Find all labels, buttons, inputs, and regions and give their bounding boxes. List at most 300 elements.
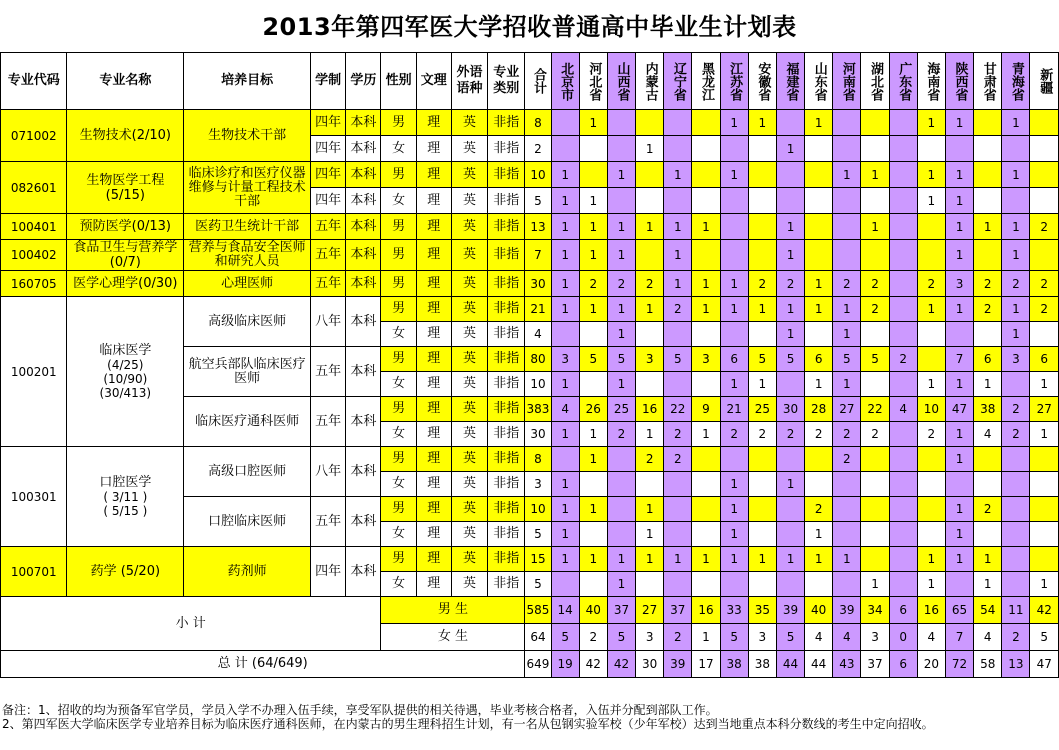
degree: 本科 [346,214,381,240]
province-count [579,322,607,347]
province-count [692,572,720,597]
province-count [1002,522,1030,547]
header-province: 海南省 [917,53,945,110]
province-count [664,188,692,214]
province-count [720,214,748,240]
province-count [720,136,748,162]
province-count: 2 [861,422,889,447]
province-count: 2 [805,422,833,447]
province-count [861,240,889,271]
province-count: 1 [1002,240,1030,271]
gender: 女 [381,422,416,447]
province-count: 1 [974,547,1002,572]
province-count [833,110,861,136]
province-count: 2 [1002,271,1030,297]
province-count: 1 [551,188,579,214]
province-count: 1 [664,547,692,572]
province-count: 1 [945,162,973,188]
province-count: 25 [748,397,776,422]
province-count: 1 [776,214,804,240]
province-count: 1 [636,214,664,240]
major-name: 药学 (5/20) [90,564,161,579]
language: 英 [451,447,487,472]
province-count [889,188,917,214]
header-province: 河北省 [579,53,607,110]
grand-total: 649 [525,651,551,678]
province-count: 1 [551,547,579,572]
province-count: 1 [974,214,1002,240]
category: 非指 [488,397,525,422]
subtotal-male-count: 14 [551,597,579,624]
province-count [889,110,917,136]
gender: 男 [381,547,416,572]
province-count: 1 [945,188,973,214]
study-length: 五年 [311,397,346,447]
province-count [720,447,748,472]
grand-total-count: 6 [889,651,917,678]
category: 非指 [488,214,525,240]
province-count [607,110,635,136]
province-count [692,372,720,397]
province-count: 1 [917,297,945,322]
table-row [1,162,1059,188]
row-total: 7 [525,240,551,271]
province-count [692,447,720,472]
province-count: 3 [551,347,579,372]
major-name-cell [67,240,184,271]
table-row [1,214,1059,240]
major-quota: (10/90) [103,372,148,386]
province-count: 1 [607,162,635,188]
subtotal-female-count: 0 [889,624,917,651]
province-count: 1 [579,110,607,136]
province-count: 1 [945,372,973,397]
track: 理 [416,271,451,297]
header-province: 广东省 [889,53,917,110]
province-count [636,162,664,188]
province-count [748,572,776,597]
province-count: 6 [805,347,833,372]
training-goal: 药剂师 [184,547,311,597]
province-count [833,240,861,271]
province-count: 28 [805,397,833,422]
major-name: 口腔医学 [99,475,152,490]
province-count: 2 [833,447,861,472]
subtotal-female-count: 4 [805,624,833,651]
province-count: 1 [636,497,664,522]
province-count: 2 [664,422,692,447]
province-count: 1 [861,214,889,240]
grand-total-count: 38 [720,651,748,678]
language: 英 [451,397,487,422]
province-count [748,447,776,472]
province-count [748,497,776,522]
track: 理 [416,447,451,472]
province-count: 1 [974,372,1002,397]
language: 英 [451,322,487,347]
province-count [636,240,664,271]
training-goal: 生物技术干部 [184,110,311,162]
province-count: 16 [636,397,664,422]
row-total: 4 [525,322,551,347]
header-total: 合计 [525,53,551,110]
gender: 男 [381,110,416,136]
province-count [1030,497,1059,522]
degree: 本科 [346,188,381,214]
row-total: 80 [525,347,551,372]
study-length: 五年 [311,214,346,240]
province-count [1030,136,1059,162]
subtotal-female-count: 3 [636,624,664,651]
province-count: 1 [805,297,833,322]
province-count: 1 [945,547,973,572]
province-count: 26 [579,397,607,422]
province-count: 1 [551,497,579,522]
track: 理 [416,297,451,322]
subtotal-female-total: 64 [525,624,551,651]
province-count [1030,522,1059,547]
track: 理 [416,397,451,422]
province-count: 1 [748,547,776,572]
track: 理 [416,572,451,597]
province-count: 2 [1030,214,1059,240]
province-count [805,188,833,214]
province-count [1002,547,1030,572]
major-name-cell [67,162,184,214]
province-count [833,136,861,162]
province-count [607,472,635,497]
province-count: 1 [1002,162,1030,188]
province-count: 1 [692,271,720,297]
language: 英 [451,188,487,214]
degree: 本科 [346,240,381,271]
province-count: 1 [945,297,973,322]
study-length: 八年 [311,447,346,497]
province-count: 2 [861,297,889,322]
major-code: 100301 [1,447,67,547]
subtotal-female-label: 女 生 [381,624,525,651]
province-count [748,188,776,214]
header-province: 辽宁省 [664,53,692,110]
subtotal-male-count: 27 [636,597,664,624]
subtotal-female-count: 5 [776,624,804,651]
note-2: 2、第四军医大学临床医学专业培养目标为临床医疗通科医师，在内蒙古的男生理科招生计划，有一名从包钢实验军校（少年军校）达到当地重点本科分数线的考生中定向招收。 [2,717,934,731]
province-count [861,188,889,214]
province-count [1002,372,1030,397]
province-count: 1 [720,162,748,188]
province-count [664,472,692,497]
subtotal-male-count: 35 [748,597,776,624]
province-count: 1 [664,271,692,297]
header-province: 青海省 [1002,53,1030,110]
study-length: 四年 [311,547,346,597]
gender: 男 [381,162,416,188]
province-count: 30 [776,397,804,422]
major-name: 生物医学工程(5/15) [86,172,165,203]
study-length: 四年 [311,110,346,136]
province-count: 1 [551,162,579,188]
province-count [776,522,804,547]
province-count: 1 [945,422,973,447]
header-name: 专业名称 [67,53,184,110]
province-count: 2 [776,422,804,447]
province-count: 1 [1002,214,1030,240]
province-count [776,497,804,522]
degree: 本科 [346,162,381,188]
subtotal-female-count: 5 [720,624,748,651]
language: 英 [451,497,487,522]
language: 英 [451,522,487,547]
grand-total-count: 37 [861,651,889,678]
degree: 本科 [346,271,381,297]
province-count: 2 [748,271,776,297]
province-count [917,136,945,162]
province-count: 1 [776,472,804,497]
header-category: 专业类别 [488,53,525,110]
table-row [1,447,1059,472]
province-count: 2 [917,271,945,297]
province-count: 1 [579,188,607,214]
header-province: 甘肃省 [974,53,1002,110]
major-name: 医学心理学(0/30) [73,276,178,291]
province-count: 2 [1030,271,1059,297]
province-count [607,497,635,522]
province-count: 1 [692,297,720,322]
province-count: 1 [664,162,692,188]
language: 英 [451,136,487,162]
province-count: 2 [1002,422,1030,447]
province-count [636,188,664,214]
province-count [664,572,692,597]
province-count [664,136,692,162]
study-length: 四年 [311,136,346,162]
province-count: 1 [692,214,720,240]
category: 非指 [488,188,525,214]
category: 非指 [488,347,525,372]
training-goal: 高级口腔医师 [184,447,311,497]
major-name-cell [67,110,184,162]
row-total: 13 [525,214,551,240]
province-count [805,322,833,347]
grand-total-label: 总 计 (64/649) [1,651,525,678]
province-count: 2 [974,271,1002,297]
grand-total-count: 13 [1002,651,1030,678]
province-count [889,472,917,497]
province-count [692,136,720,162]
province-count [664,372,692,397]
province-count [748,322,776,347]
province-count [833,472,861,497]
province-count: 2 [861,271,889,297]
province-count: 1 [551,297,579,322]
province-count: 1 [805,110,833,136]
subtotal-male-count: 37 [664,597,692,624]
header-province: 陕西省 [945,53,973,110]
province-count: 1 [720,522,748,547]
row-total: 5 [525,522,551,547]
subtotal-female-count: 2 [579,624,607,651]
province-count [805,572,833,597]
subtotal-female-count: 3 [748,624,776,651]
province-count: 7 [945,347,973,372]
province-count: 47 [945,397,973,422]
major-code: 100402 [1,240,67,271]
province-count [917,447,945,472]
language: 英 [451,547,487,572]
province-count [917,347,945,372]
subtotal-female-count: 4 [833,624,861,651]
category: 非指 [488,547,525,572]
province-count [974,136,1002,162]
province-count: 2 [974,497,1002,522]
province-count: 1 [664,240,692,271]
header-province: 北京市 [551,53,579,110]
province-count: 1 [551,372,579,397]
province-count: 1 [1030,572,1059,597]
province-count [889,136,917,162]
province-count: 1 [917,372,945,397]
header-province: 江苏省 [720,53,748,110]
province-count [861,447,889,472]
subtotal-female-count: 5 [1030,624,1059,651]
note-1: 备注：1、招收的均为预备军官学员，学员入学不办理入伍手续，享受军队提供的相关待遇，毕业考核合格者，入伍并分配到部队工作。 [2,703,718,717]
province-count: 5 [607,347,635,372]
gender: 女 [381,572,416,597]
track: 理 [416,497,451,522]
header-province: 黑龙江 [692,53,720,110]
header-lang: 外语语种 [451,53,487,110]
study-length: 八年 [311,297,346,347]
province-count [1002,136,1030,162]
category: 非指 [488,322,525,347]
province-count: 1 [720,547,748,572]
track: 理 [416,110,451,136]
header-province: 福建省 [776,53,804,110]
category: 非指 [488,572,525,597]
row-total: 30 [525,422,551,447]
gender: 男 [381,297,416,322]
province-count: 2 [636,447,664,472]
province-count [805,472,833,497]
province-count [636,472,664,497]
header-length: 学制 [311,53,346,110]
province-count [1030,162,1059,188]
gender: 男 [381,271,416,297]
subtotal-male-count: 42 [1030,597,1059,624]
province-count: 1 [945,110,973,136]
grand-total-count: 58 [974,651,1002,678]
header-province: 湖北省 [861,53,889,110]
province-count [551,447,579,472]
header-province: 山东省 [805,53,833,110]
province-count: 1 [720,372,748,397]
grand-total-count: 72 [945,651,973,678]
province-count [945,472,973,497]
page-title: 2013年第四军医大学招收普通高中毕业生计划表 [262,13,797,41]
province-count [607,188,635,214]
province-count: 1 [579,422,607,447]
province-count [720,188,748,214]
major-quota: ( 5/15 ) [103,504,148,518]
subtotal-male-count: 39 [776,597,804,624]
grand-total-count: 44 [776,651,804,678]
track: 理 [416,136,451,162]
major-code: 082601 [1,162,67,214]
province-count: 1 [917,162,945,188]
province-count: 5 [664,347,692,372]
province-count [579,372,607,397]
province-count [1002,447,1030,472]
province-count: 2 [776,271,804,297]
province-count [1002,572,1030,597]
degree: 本科 [346,136,381,162]
row-total: 3 [525,472,551,497]
header-province: 内蒙古 [636,53,664,110]
degree: 本科 [346,547,381,597]
province-count: 1 [579,214,607,240]
study-length: 五年 [311,347,346,397]
major-code: 100401 [1,214,67,240]
province-count: 5 [579,347,607,372]
grand-total-count: 38 [748,651,776,678]
province-count [945,572,973,597]
province-count [776,162,804,188]
row-total: 21 [525,297,551,322]
province-count: 1 [579,547,607,572]
province-count [889,572,917,597]
province-count [889,522,917,547]
row-total: 10 [525,497,551,522]
subtotal-male-count: 16 [917,597,945,624]
header-code: 专业代码 [1,53,67,110]
language: 英 [451,472,487,497]
grand-total-count: 42 [607,651,635,678]
province-count: 5 [776,347,804,372]
language: 英 [451,297,487,322]
province-count: 2 [607,422,635,447]
track: 理 [416,372,451,397]
track: 理 [416,547,451,572]
category: 非指 [488,422,525,447]
province-count: 1 [551,522,579,547]
province-count: 1 [579,240,607,271]
province-count [917,322,945,347]
province-count: 6 [1030,347,1059,372]
province-count: 1 [945,447,973,472]
province-count: 1 [607,547,635,572]
subtotal-male-count: 33 [720,597,748,624]
province-count: 1 [748,297,776,322]
major-code: 100201 [1,297,67,447]
province-count: 4 [889,397,917,422]
province-count [974,110,1002,136]
subtotal-male-count: 40 [805,597,833,624]
province-count [889,240,917,271]
province-count: 27 [1030,397,1059,422]
gender: 女 [381,322,416,347]
training-goal: 口腔临床医师 [184,497,311,547]
row-total: 10 [525,162,551,188]
province-count: 1 [974,572,1002,597]
grand-total-count: 20 [917,651,945,678]
province-count: 4 [974,422,1002,447]
province-count: 2 [748,422,776,447]
province-count [636,572,664,597]
language: 英 [451,422,487,447]
province-count [748,162,776,188]
province-count [805,214,833,240]
training-goal: 心理医师 [184,271,311,297]
